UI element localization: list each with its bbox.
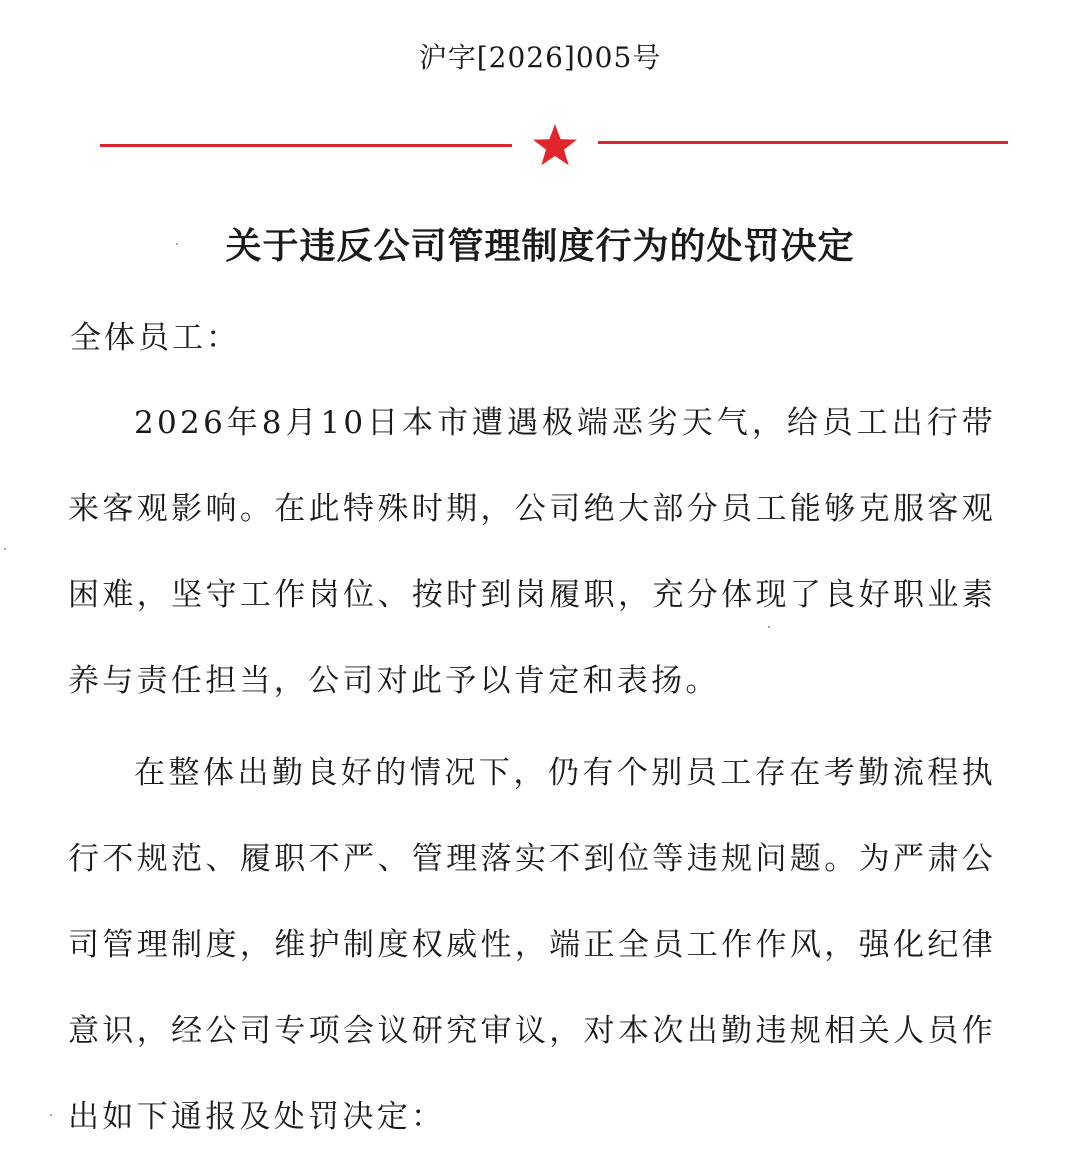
scan-speck [4,548,6,550]
scan-speck [176,243,178,245]
salutation: 全体员工： [70,320,240,356]
scan-speck [768,626,770,628]
document-number: 沪字[2026]005号 [418,41,662,74]
document-title: 关于违反公司管理制度行为的处罚决定 [225,225,855,267]
body-paragraph-2: 在整体出勤良好的情况下，仍有个别员工存在考勤流程执行不规范、履职不严、管理落实不到位等违规问题。为严肃公司管理制度，维护制度权威性，端正全员工作作风，强化纪律意识，经公司专项会议研究审议，对本次出勤违规相关人员作出如下通报及处罚决定： [68,755,996,1135]
body-paragraph-1: 2026年8月10日本市遭遇极端恶劣天气，给员工出行带来客观影响。在此特殊时期，公司绝大部分员工能够克服客观困难，坚守工作岗位、按时到岗履职，充分体现了良好职业素养与责任担当，公司对此予以肯定和表扬。 [68,405,996,699]
red-separator [100,122,1008,168]
star-icon [531,122,579,168]
scan-speck [50,1114,52,1116]
separator-line-left [100,144,512,147]
separator-line-right [598,141,1008,144]
